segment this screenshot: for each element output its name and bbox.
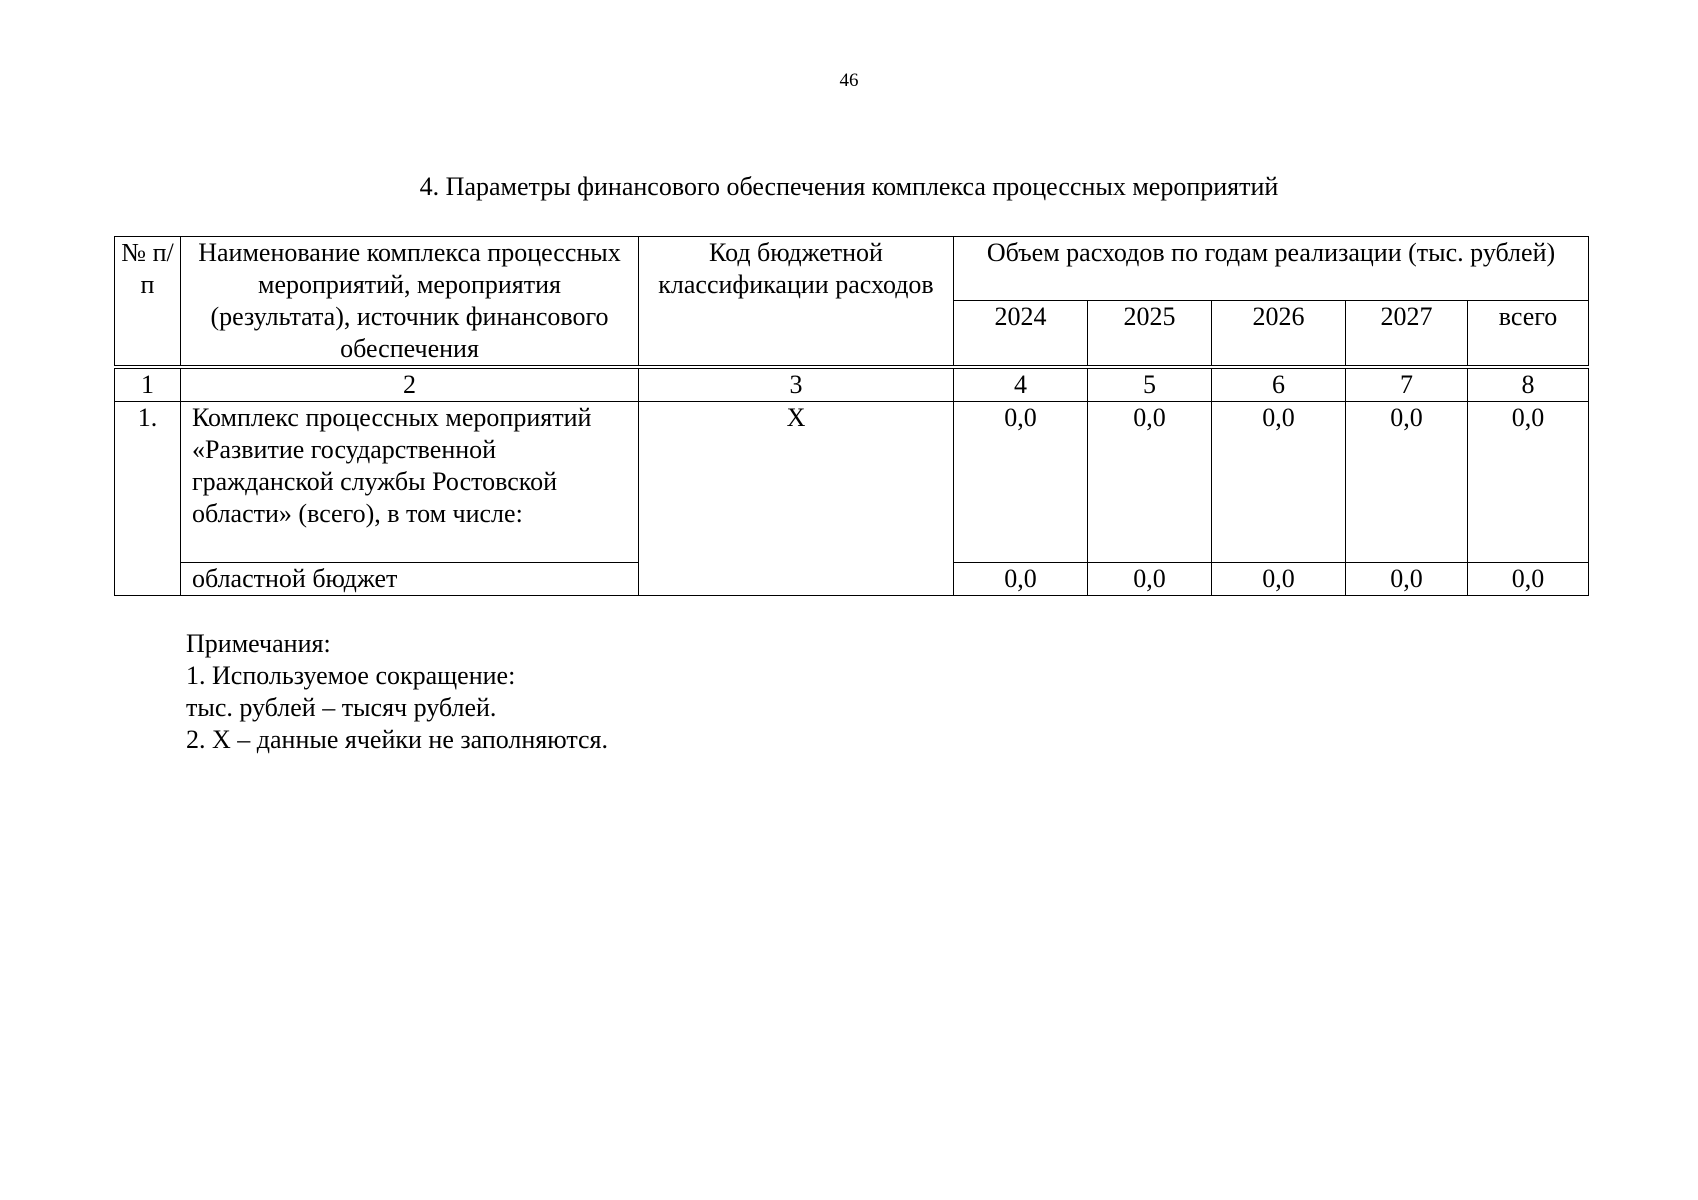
header-col-volume: Объем расходов по годам реализации (тыс. рублей) [954,237,1589,301]
row-number: 1. [115,402,181,596]
header-col-name: Наименование комплекса процессных мероприятий, мероприятия (результата), источник финансового обеспечения [181,237,639,368]
row-code: Х [639,402,954,596]
section-title: 4. Параметры финансового обеспечения комплекса процессных мероприятий [419,172,1279,201]
row-value-2026: 0,0 [1212,563,1346,596]
row-value-total: 0,0 [1468,402,1589,563]
header-year-2026: 2026 [1212,300,1346,367]
header-year-2027: 2027 [1346,300,1468,367]
financing-table [114,236,1589,596]
column-number: 4 [954,367,1088,402]
column-number: 8 [1468,367,1589,402]
note-item: 1. Используемое сокращение: [186,661,516,690]
page-number: 46 [839,70,859,91]
column-number: 6 [1212,367,1346,402]
header-row-1 [115,237,1589,301]
column-number: 7 [1346,367,1468,402]
row-name: областной бюджет [181,563,639,596]
header-year-2024: 2024 [954,300,1088,367]
row-value-2025: 0,0 [1088,402,1212,563]
row-value-2024: 0,0 [954,402,1088,563]
row-name: Комплекс процессных мероприятий «Развитие государственной гражданской службы Ростовской области» (всего), в том числе: [181,402,639,563]
row-value-2027: 0,0 [1346,402,1468,563]
notes-heading: Примечания: [186,629,331,658]
column-number: 1 [115,367,181,402]
column-number: 3 [639,367,954,402]
column-numbers-row [115,367,1589,402]
header-total: всего [1468,300,1589,367]
column-number: 5 [1088,367,1212,402]
row-value-2026: 0,0 [1212,402,1346,563]
note-item: 2. Х – данные ячейки не заполняются. [186,725,609,754]
header-col-number: № п/п [115,237,181,368]
header-col-code: Код бюджетной классификации расходов [639,237,954,368]
row-value-2025: 0,0 [1088,563,1212,596]
column-number: 2 [181,367,639,402]
row-value-2027: 0,0 [1346,563,1468,596]
header-year-2025: 2025 [1088,300,1212,367]
note-item: тыс. рублей – тысяч рублей. [186,693,497,722]
table-row [115,402,1589,563]
notes [186,628,608,756]
row-value-2024: 0,0 [954,563,1088,596]
row-value-total: 0,0 [1468,563,1589,596]
